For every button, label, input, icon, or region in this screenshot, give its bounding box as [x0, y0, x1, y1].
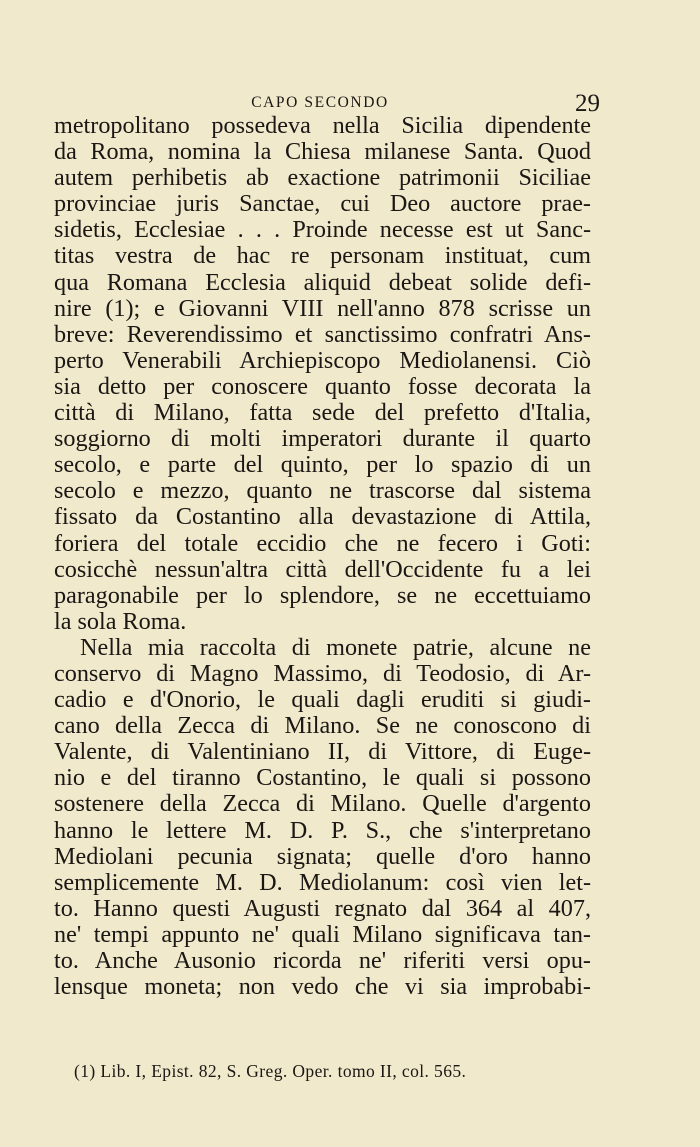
- text-line: perto Venerabili Archiepiscopo Mediolanensi. Ciò: [54, 346, 591, 374]
- text-line: città di Milano, fatta sede del prefetto d'Italia,: [54, 399, 591, 427]
- page-number: 29: [575, 90, 600, 117]
- text-line: paragonabile per lo splendore, se ne eccettuiamo: [54, 581, 591, 609]
- text-line: secolo, e parte del quinto, per lo spazio di un: [54, 451, 591, 479]
- text-line: nire (1); e Giovanni VIII nell'anno 878 scrisse un: [54, 294, 591, 322]
- text-line: provinciae juris Sanctae, cui Deo auctore prae-: [54, 190, 591, 218]
- text-line: Mediolani pecunia signata; quelle d'oro hanno: [54, 842, 591, 870]
- paragraph-end-line: la sola Roma.: [54, 607, 187, 635]
- text-line: autem perhibetis ab exactione patrimonii Siciliae: [54, 164, 591, 192]
- text-line: conservo di Magno Massimo, di Teodosio, di Ar-: [54, 659, 591, 687]
- text-line: semplicemente M. D. Mediolanum: così vien let-: [54, 868, 591, 896]
- page-header: [0, 90, 700, 117]
- text-line: metropolitano possedeva nella Sicilia dipendente: [54, 112, 591, 139]
- text-line: breve: Reverendissimo et sanctissimo confratri Ans-: [54, 320, 591, 348]
- text-line: sostenere della Zecca di Milano. Quelle d'argento: [54, 790, 591, 818]
- text-line: cadio e d'Onorio, le quali dagli eruditi si giudi-: [54, 686, 591, 714]
- text-line: cosicchè nessun'altra città dell'Occidente fu a lei: [54, 555, 591, 583]
- text-line: qua Romana Ecclesia aliquid debeat solide defi-: [54, 268, 591, 296]
- text-line: foriera del totale eccidio che ne fecero i Goti:: [54, 529, 591, 557]
- text-line: fissato da Costantino alla devastazione di Attila,: [54, 503, 591, 531]
- text-line: secolo e mezzo, quanto ne trascorse dal sistema: [54, 477, 591, 505]
- text-line: to. Anche Ausonio ricorda ne' riferiti versi opu-: [54, 947, 591, 974]
- paragraph-first-line: Nella mia raccolta di monete patrie, alcune ne: [80, 633, 591, 661]
- running-head: CAPO SECONDO: [251, 94, 389, 111]
- text-line: soggiorno di molti imperatori durante il quarto: [54, 425, 591, 453]
- footnote: (1) Lib. I, Epist. 82, S. Greg. Oper. tomo II, col. 565.: [74, 1061, 467, 1081]
- text-line: nio e del tiranno Costantino, le quali si possono: [54, 764, 591, 792]
- text-line: ne' tempi appunto ne' quali Milano significava tan-: [54, 920, 591, 948]
- text-line: da Roma, nomina la Chiesa milanese Santa. Quod: [54, 138, 591, 166]
- text-line: hanno le lettere M. D. P. S., che s'interpretano: [54, 816, 591, 844]
- text-line: sia detto per conoscere quanto fosse decorata la: [54, 372, 591, 400]
- text-line: cano della Zecca di Milano. Se ne conoscono di: [54, 712, 591, 740]
- body-text: [54, 113, 591, 1000]
- text-line: titas vestra de hac re personam instituat, cum: [54, 242, 591, 270]
- text-line: to. Hanno questi Augusti regnato dal 364 al 407,: [54, 894, 591, 922]
- text-line: sidetis, Ecclesiae . . . Proinde necesse est ut Sanc-: [54, 216, 591, 244]
- text-line: lensque moneta; non vedo che vi sia improbabi-: [54, 973, 591, 1001]
- text-line: Valente, di Valentiniano II, di Vittore, di Euge-: [54, 738, 591, 766]
